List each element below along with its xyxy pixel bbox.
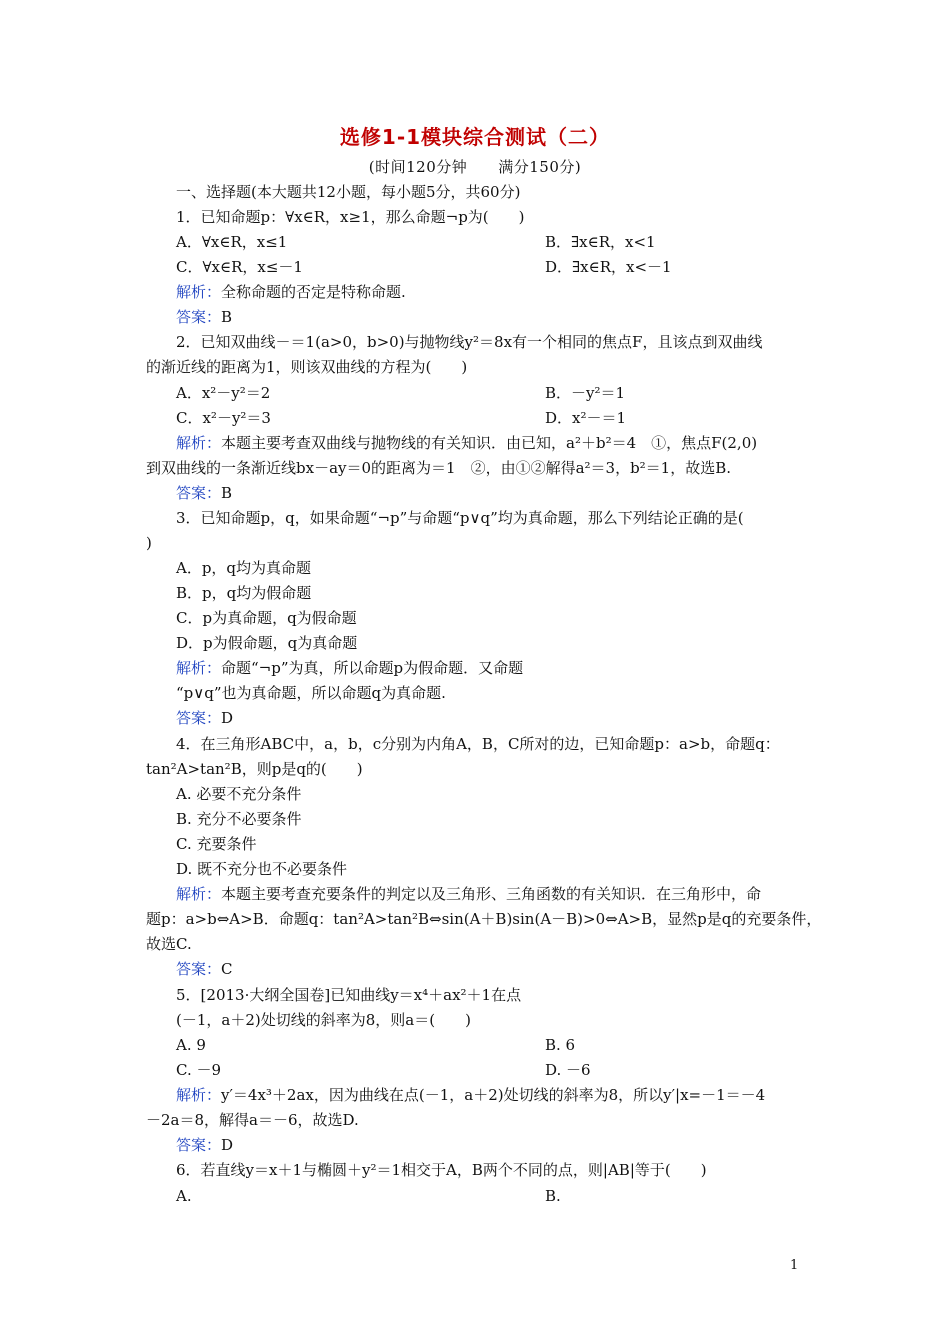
question-2-option-b: B．－y²＝1 — [545, 384, 626, 402]
question-1-option-b: B．∃x∈R，x<1 — [545, 233, 656, 251]
question-4-answer — [176, 958, 233, 980]
question-2-analysis-text: 本题主要考查双曲线与抛物线的有关知识．由已知，a²＋b²＝4 ①，焦点F(2,0) — [221, 434, 758, 452]
question-2-answer-value: B — [221, 484, 233, 502]
question-3-stem-line-2: ) — [146, 534, 152, 552]
question-4-analysis-line-1 — [176, 883, 761, 905]
question-1-answer-value: B — [221, 308, 233, 326]
question-4-option-d: D. 既不充分也不必要条件 — [176, 860, 348, 878]
question-6-option-b: B. — [545, 1187, 561, 1205]
answer-label: 答案： — [176, 308, 222, 326]
question-4-option-a: A. 必要不充分条件 — [176, 785, 302, 803]
question-2-analysis-line-1 — [176, 432, 757, 454]
question-5-option-c: C. －9 — [176, 1061, 222, 1079]
question-5-analysis-text: y′＝4x³＋2ax，因为曲线在点(－1，a＋2)处切线的斜率为8，所以y′|x=－1＝－4 — [221, 1086, 766, 1104]
question-2-stem-line-1: 2．已知双曲线－＝1(a>0，b>0)与抛物线y²＝8x有一个相同的焦点F，且该点到双曲线 — [176, 333, 763, 351]
question-4-stem-line-1: 4．在三角形ABC中，a，b，c分别为内角A，B，C所对的边，已知命题p：a>b，命题q： — [176, 735, 780, 753]
question-3-analysis-line-2: “p∨q”也为真命题，所以命题q为真命题. — [176, 684, 446, 702]
question-6-option-a: A. — [176, 1187, 192, 1205]
question-1-option-a: A．∀x∈R，x≤1 — [176, 233, 288, 251]
question-2-option-a: A．x²－y²＝2 — [176, 384, 271, 402]
page-number: 1 — [790, 1258, 799, 1273]
analysis-label: 解析： — [176, 434, 222, 452]
question-1-option-d: D．∃x∈R，x<－1 — [545, 258, 672, 276]
question-3-option-c: C．p为真命题，q为假命题 — [176, 609, 357, 627]
question-5-answer — [176, 1134, 233, 1156]
answer-label: 答案： — [176, 1136, 222, 1154]
question-2-option-d: D．x²－＝1 — [545, 409, 627, 427]
question-1-analysis-text: 全称命题的否定是特称命题. — [221, 283, 406, 301]
analysis-label: 解析： — [176, 885, 222, 903]
question-3-analysis-text: 命题“¬p”为真，所以命题p为假命题．又命题 — [221, 659, 524, 677]
question-4-analysis-text: 本题主要考查充要条件的判定以及三角形、三角函数的有关知识．在三角形中，命 — [221, 885, 762, 903]
question-2-option-c: C．x²－y²＝3 — [176, 409, 271, 427]
question-3-analysis-line-1 — [176, 657, 523, 679]
question-4-analysis-line-2: 题p：a>b⇔A>B．命题q：tan²A>tan²B⇔sin(A＋B)sin(A－B)>0⇔A>B，显然p是q的充要条件， — [146, 910, 822, 928]
question-4-option-b: B. 充分不必要条件 — [176, 810, 302, 828]
question-6-stem: 6．若直线y＝x＋1与椭圆＋y²＝1相交于A，B两个不同的点，则|AB|等于( ) — [176, 1161, 707, 1179]
question-5-analysis-line-2: －2a＝8，解得a＝－6，故选D. — [146, 1111, 359, 1129]
question-3-option-d: D．p为假命题，q为真命题 — [176, 634, 358, 652]
question-2-answer — [176, 482, 232, 504]
question-5-answer-value: D — [221, 1136, 234, 1154]
question-4-answer-value: C — [221, 960, 233, 978]
question-2-analysis-line-2: 到双曲线的一条渐近线bx－ay＝0的距离为＝1 ②，由①②解得a²＝3，b²＝1，故选B. — [146, 459, 732, 477]
question-5-stem-line-1: 5．[2013·大纲全国卷]已知曲线y＝x⁴＋ax²＋1在点 — [176, 986, 522, 1004]
question-3-answer — [176, 707, 233, 729]
answer-label: 答案： — [176, 484, 222, 502]
question-5-analysis-line-1 — [176, 1084, 765, 1106]
question-1-stem: 1．已知命题p：∀x∈R，x≥1，那么命题¬p为( ) — [176, 208, 525, 226]
answer-label: 答案： — [176, 709, 222, 727]
question-4-analysis-line-3: 故选C. — [146, 935, 192, 953]
question-4-stem-line-2: tan²A>tan²B，则p是q的( ) — [146, 760, 363, 778]
question-5-option-b: B. 6 — [545, 1036, 576, 1054]
section-heading: 一、选择题(本大题共12小题，每小题5分，共60分) — [176, 183, 521, 201]
question-5-stem-line-2: (－1，a＋2)处切线的斜率为8，则a＝( ) — [176, 1011, 471, 1029]
question-3-answer-value: D — [221, 709, 234, 727]
page-title: 选修1-1模块综合测试（二） — [339, 125, 611, 149]
page-subtitle: (时间120分钟 满分150分) — [368, 158, 582, 176]
question-5-option-a: A. 9 — [176, 1036, 206, 1054]
question-1-analysis — [176, 281, 406, 303]
question-1-option-c: C．∀x∈R，x≤－1 — [176, 258, 303, 276]
answer-label: 答案： — [176, 960, 222, 978]
question-5-option-d: D. －6 — [545, 1061, 591, 1079]
question-3-option-b: B．p，q均为假命题 — [176, 584, 312, 602]
question-2-stem-line-2: 的渐近线的距离为1，则该双曲线的方程为( ) — [146, 358, 468, 376]
question-1-answer — [176, 306, 232, 328]
analysis-label: 解析： — [176, 659, 222, 677]
question-4-option-c: C. 充要条件 — [176, 835, 257, 853]
analysis-label: 解析： — [176, 283, 222, 301]
question-3-option-a: A．p，q均为真命题 — [176, 559, 312, 577]
question-3-stem-line-1: 3．已知命题p，q，如果命题“¬p”与命题“p∨q”均为真命题，那么下列结论正确的是( — [176, 509, 744, 527]
analysis-label: 解析： — [176, 1086, 222, 1104]
